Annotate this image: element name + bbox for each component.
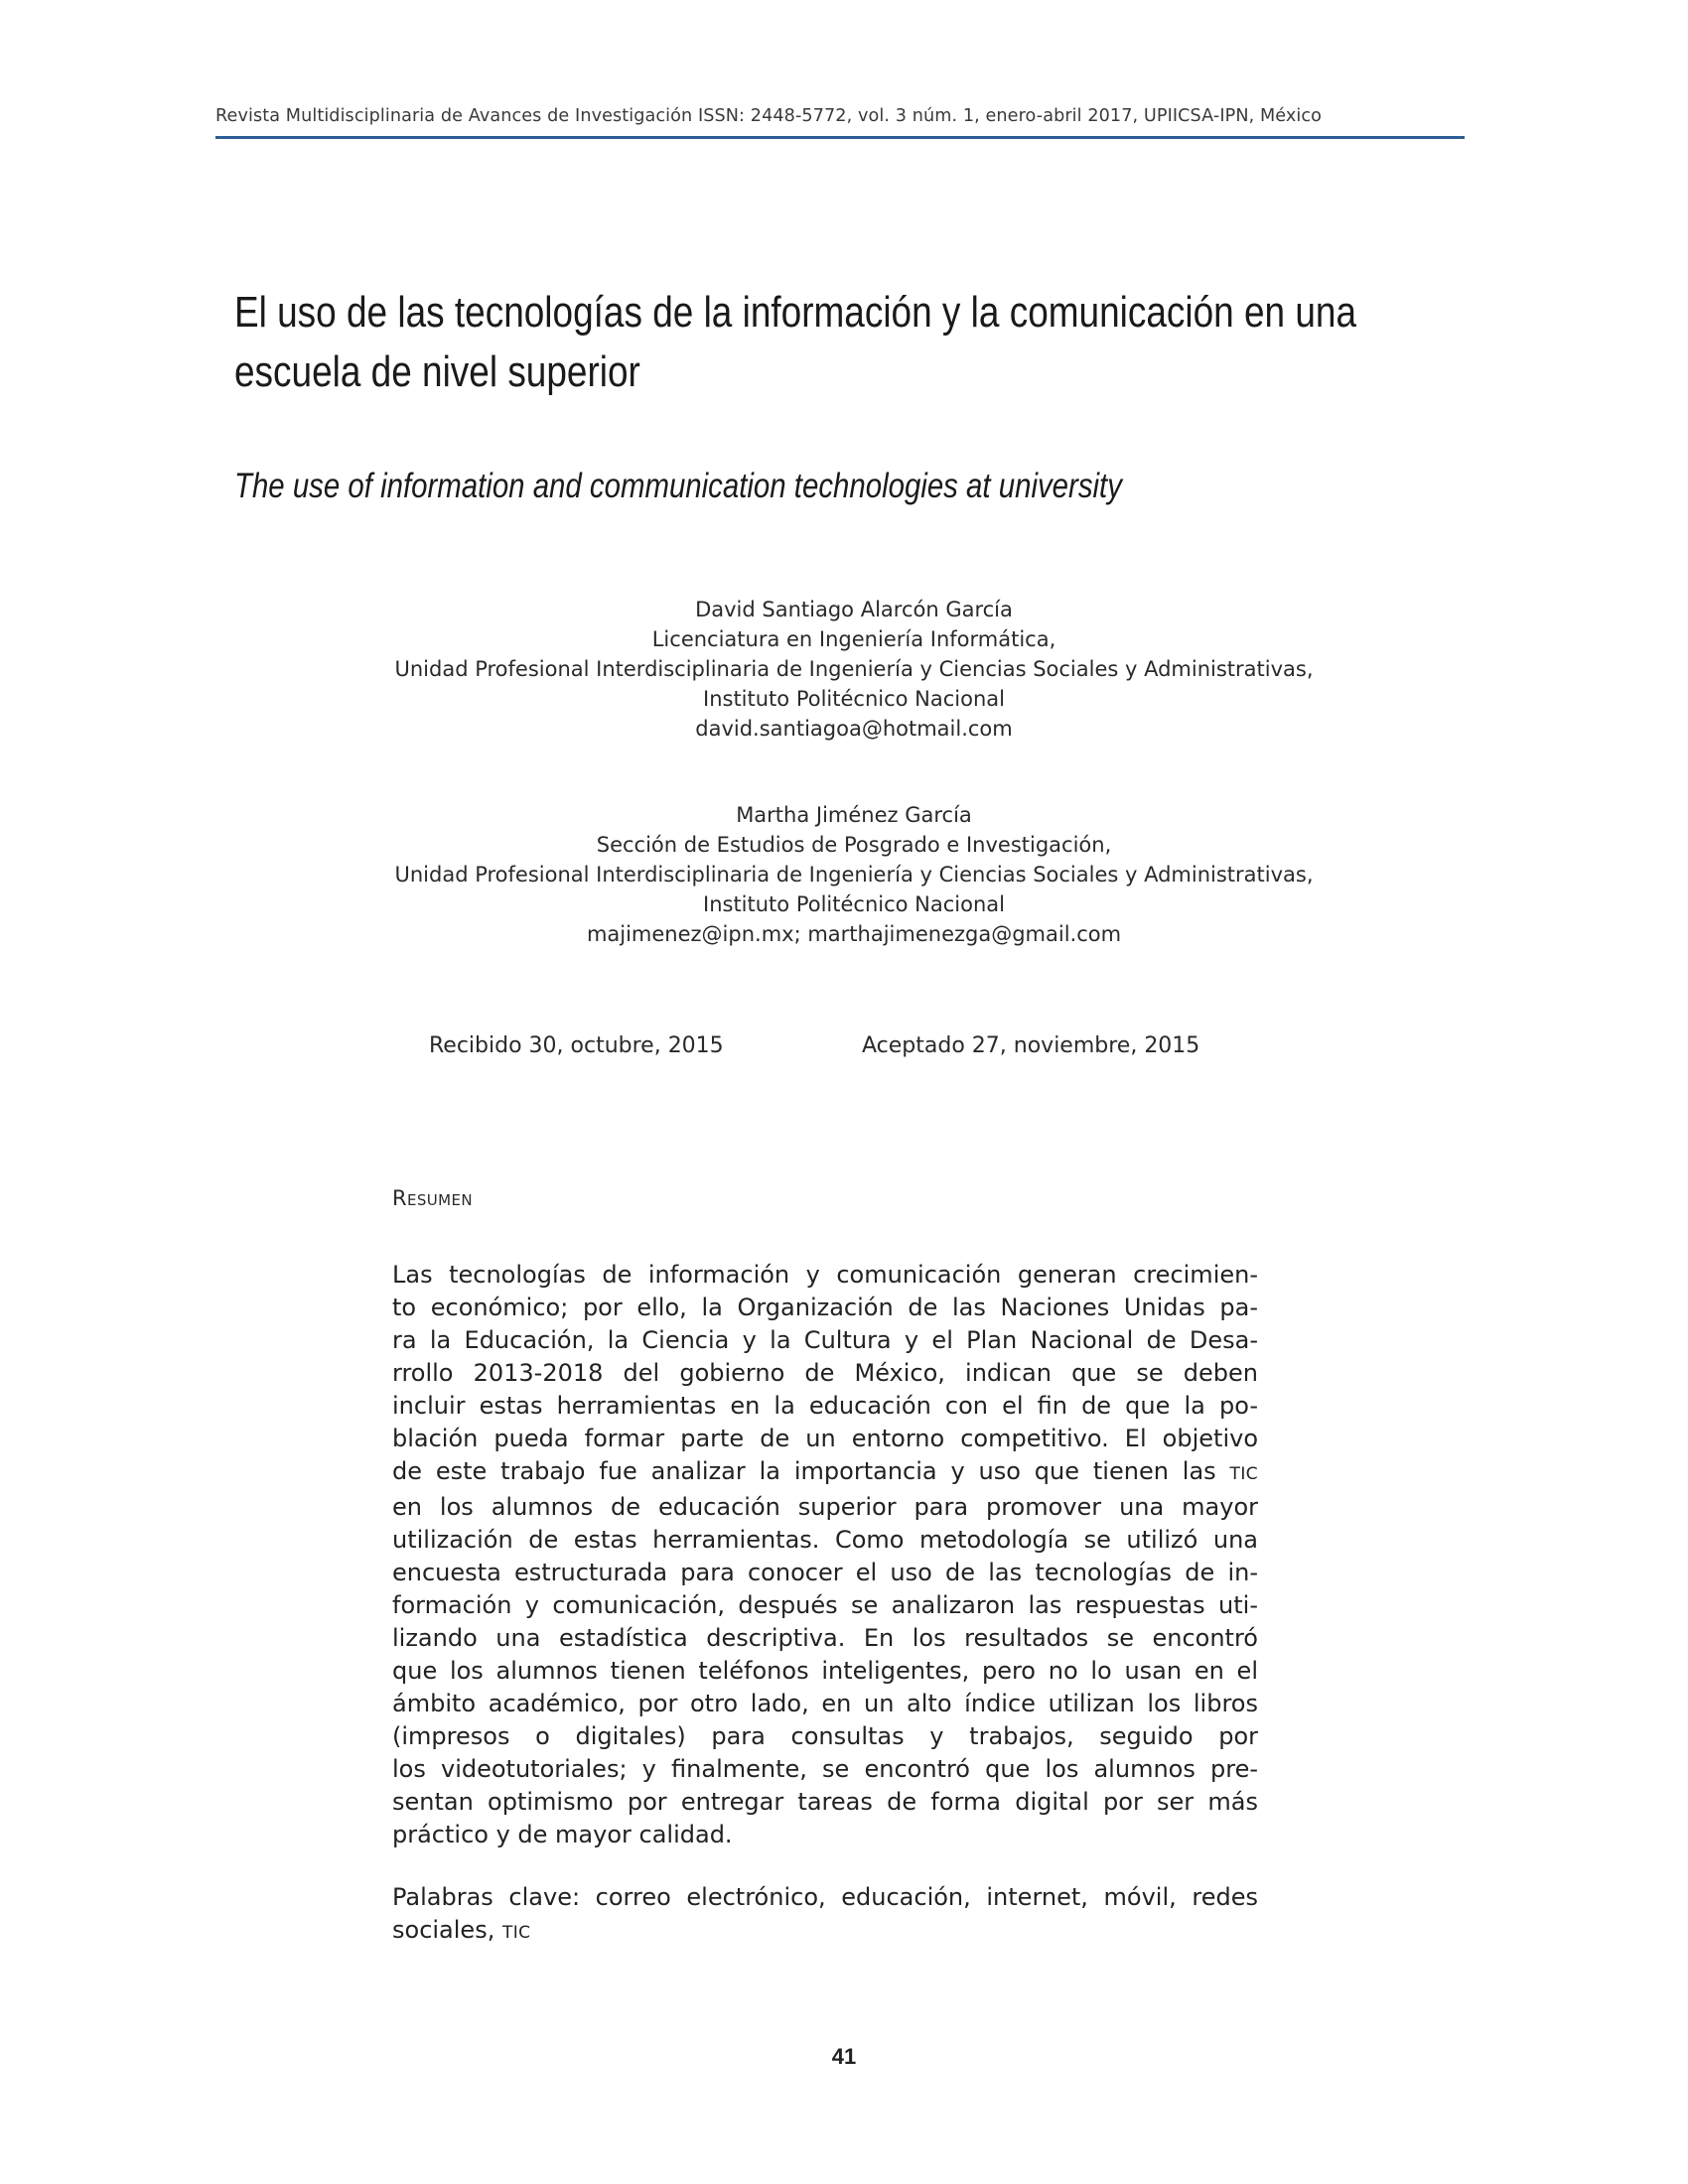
abstract-line: (impresos o digitales) para consultas y trabajos, seguido por	[392, 1722, 1258, 1750]
abstract-line: encuesta estructurada para conocer el uso de las tecnologías de in-	[392, 1559, 1258, 1586]
abstract-line: utilización de estas herramientas. Como metodología se utilizó una	[392, 1526, 1258, 1554]
author-email: david.santiagoa@hotmail.com	[695, 717, 1013, 741]
abstract-line: que los alumnos tienen teléfonos inteligentes, pero no lo usan en el	[392, 1657, 1258, 1685]
abstract-line: ra la Educación, la Ciencia y la Cultura y el Plan Nacional de Desa-	[392, 1326, 1258, 1354]
abstract-line: sentan optimismo por entregar tareas de forma digital por ser más	[392, 1788, 1258, 1816]
running-header: Revista Multidisciplinaria de Avances de Investigación ISSN: 2448-5772, vol. 3 núm. 1, enero-abril 2017, UPIICSA-IPN, México	[215, 106, 1323, 126]
author-block-1	[248, 595, 1460, 744]
abstract-line: lizando una estadística descriptiva. En los resultados se encontró	[392, 1624, 1258, 1652]
abstract-line: de este trabajo fue analizar la importancia y uso que tienen las TIC	[392, 1457, 1258, 1485]
keywords-line: Palabras clave: correo electrónico, educación, internet, móvil, redes	[392, 1883, 1258, 1911]
author-institution: Instituto Politécnico Nacional	[703, 892, 1005, 916]
abstract-line: Las tecnologías de información y comunicación generan crecimien-	[392, 1261, 1258, 1289]
author-block-2	[248, 800, 1460, 949]
abstract-line: ámbito académico, por otro lado, en un alto índice utilizan los libros	[392, 1690, 1258, 1717]
article-title	[234, 283, 1357, 402]
author-institution: Instituto Politécnico Nacional	[703, 687, 1005, 711]
page-number: 41	[831, 2044, 857, 2069]
author-program: Licenciatura en Ingeniería Informática,	[651, 627, 1056, 651]
keywords	[392, 1881, 1258, 1950]
author-program: Sección de Estudios de Posgrado e Investigación,	[596, 833, 1112, 857]
author-name: Martha Jiménez García	[736, 803, 972, 827]
abstract-line: incluir estas herramientas en la educación con el fin de que la po-	[392, 1392, 1258, 1420]
abstract-line: formación y comunicación, después se analizaron las respuestas uti-	[392, 1591, 1258, 1619]
author-email: majimenez@ipn.mx; marthajimenezga@gmail.com	[586, 922, 1122, 946]
date-accepted: Aceptado 27, noviembre, 2015	[862, 1033, 1200, 1058]
abstract-line: blación pueda formar parte de un entorno competitivo. El objetivo	[392, 1425, 1258, 1452]
abstract-line: los videotutoriales; y finalmente, se encontró que los alumnos pre-	[392, 1755, 1258, 1783]
abstract-body	[392, 1259, 1258, 1851]
abstract-line: práctico y de mayor calidad.	[392, 1821, 733, 1848]
title-line-1: El uso de las tecnologías de la información y la comunicación en una	[234, 288, 1357, 337]
date-received: Recibido 30, octubre, 2015	[429, 1033, 724, 1058]
abstract-heading: Resumen	[392, 1186, 474, 1210]
keywords-line: sociales, TIC	[392, 1916, 531, 1944]
abstract-line: to económico; por ello, la Organización de las Naciones Unidas pa-	[392, 1294, 1258, 1321]
author-unit: Unidad Profesional Interdisciplinaria de Ingeniería y Ciencias Sociales y Administrativas,	[394, 863, 1314, 887]
abstract-line: en los alumnos de educación superior para promover una mayor	[392, 1493, 1258, 1521]
title-line-2: escuela de nivel superior	[234, 347, 640, 396]
author-name: David Santiago Alarcón García	[695, 598, 1013, 621]
abstract-line: rrollo 2013-2018 del gobierno de México, indican que se deben	[392, 1359, 1258, 1387]
author-unit: Unidad Profesional Interdisciplinaria de Ingeniería y Ciencias Sociales y Administrativas,	[394, 657, 1314, 681]
header-rule	[215, 136, 1465, 139]
article-subtitle: The use of information and communication technologies at university	[234, 467, 1122, 505]
